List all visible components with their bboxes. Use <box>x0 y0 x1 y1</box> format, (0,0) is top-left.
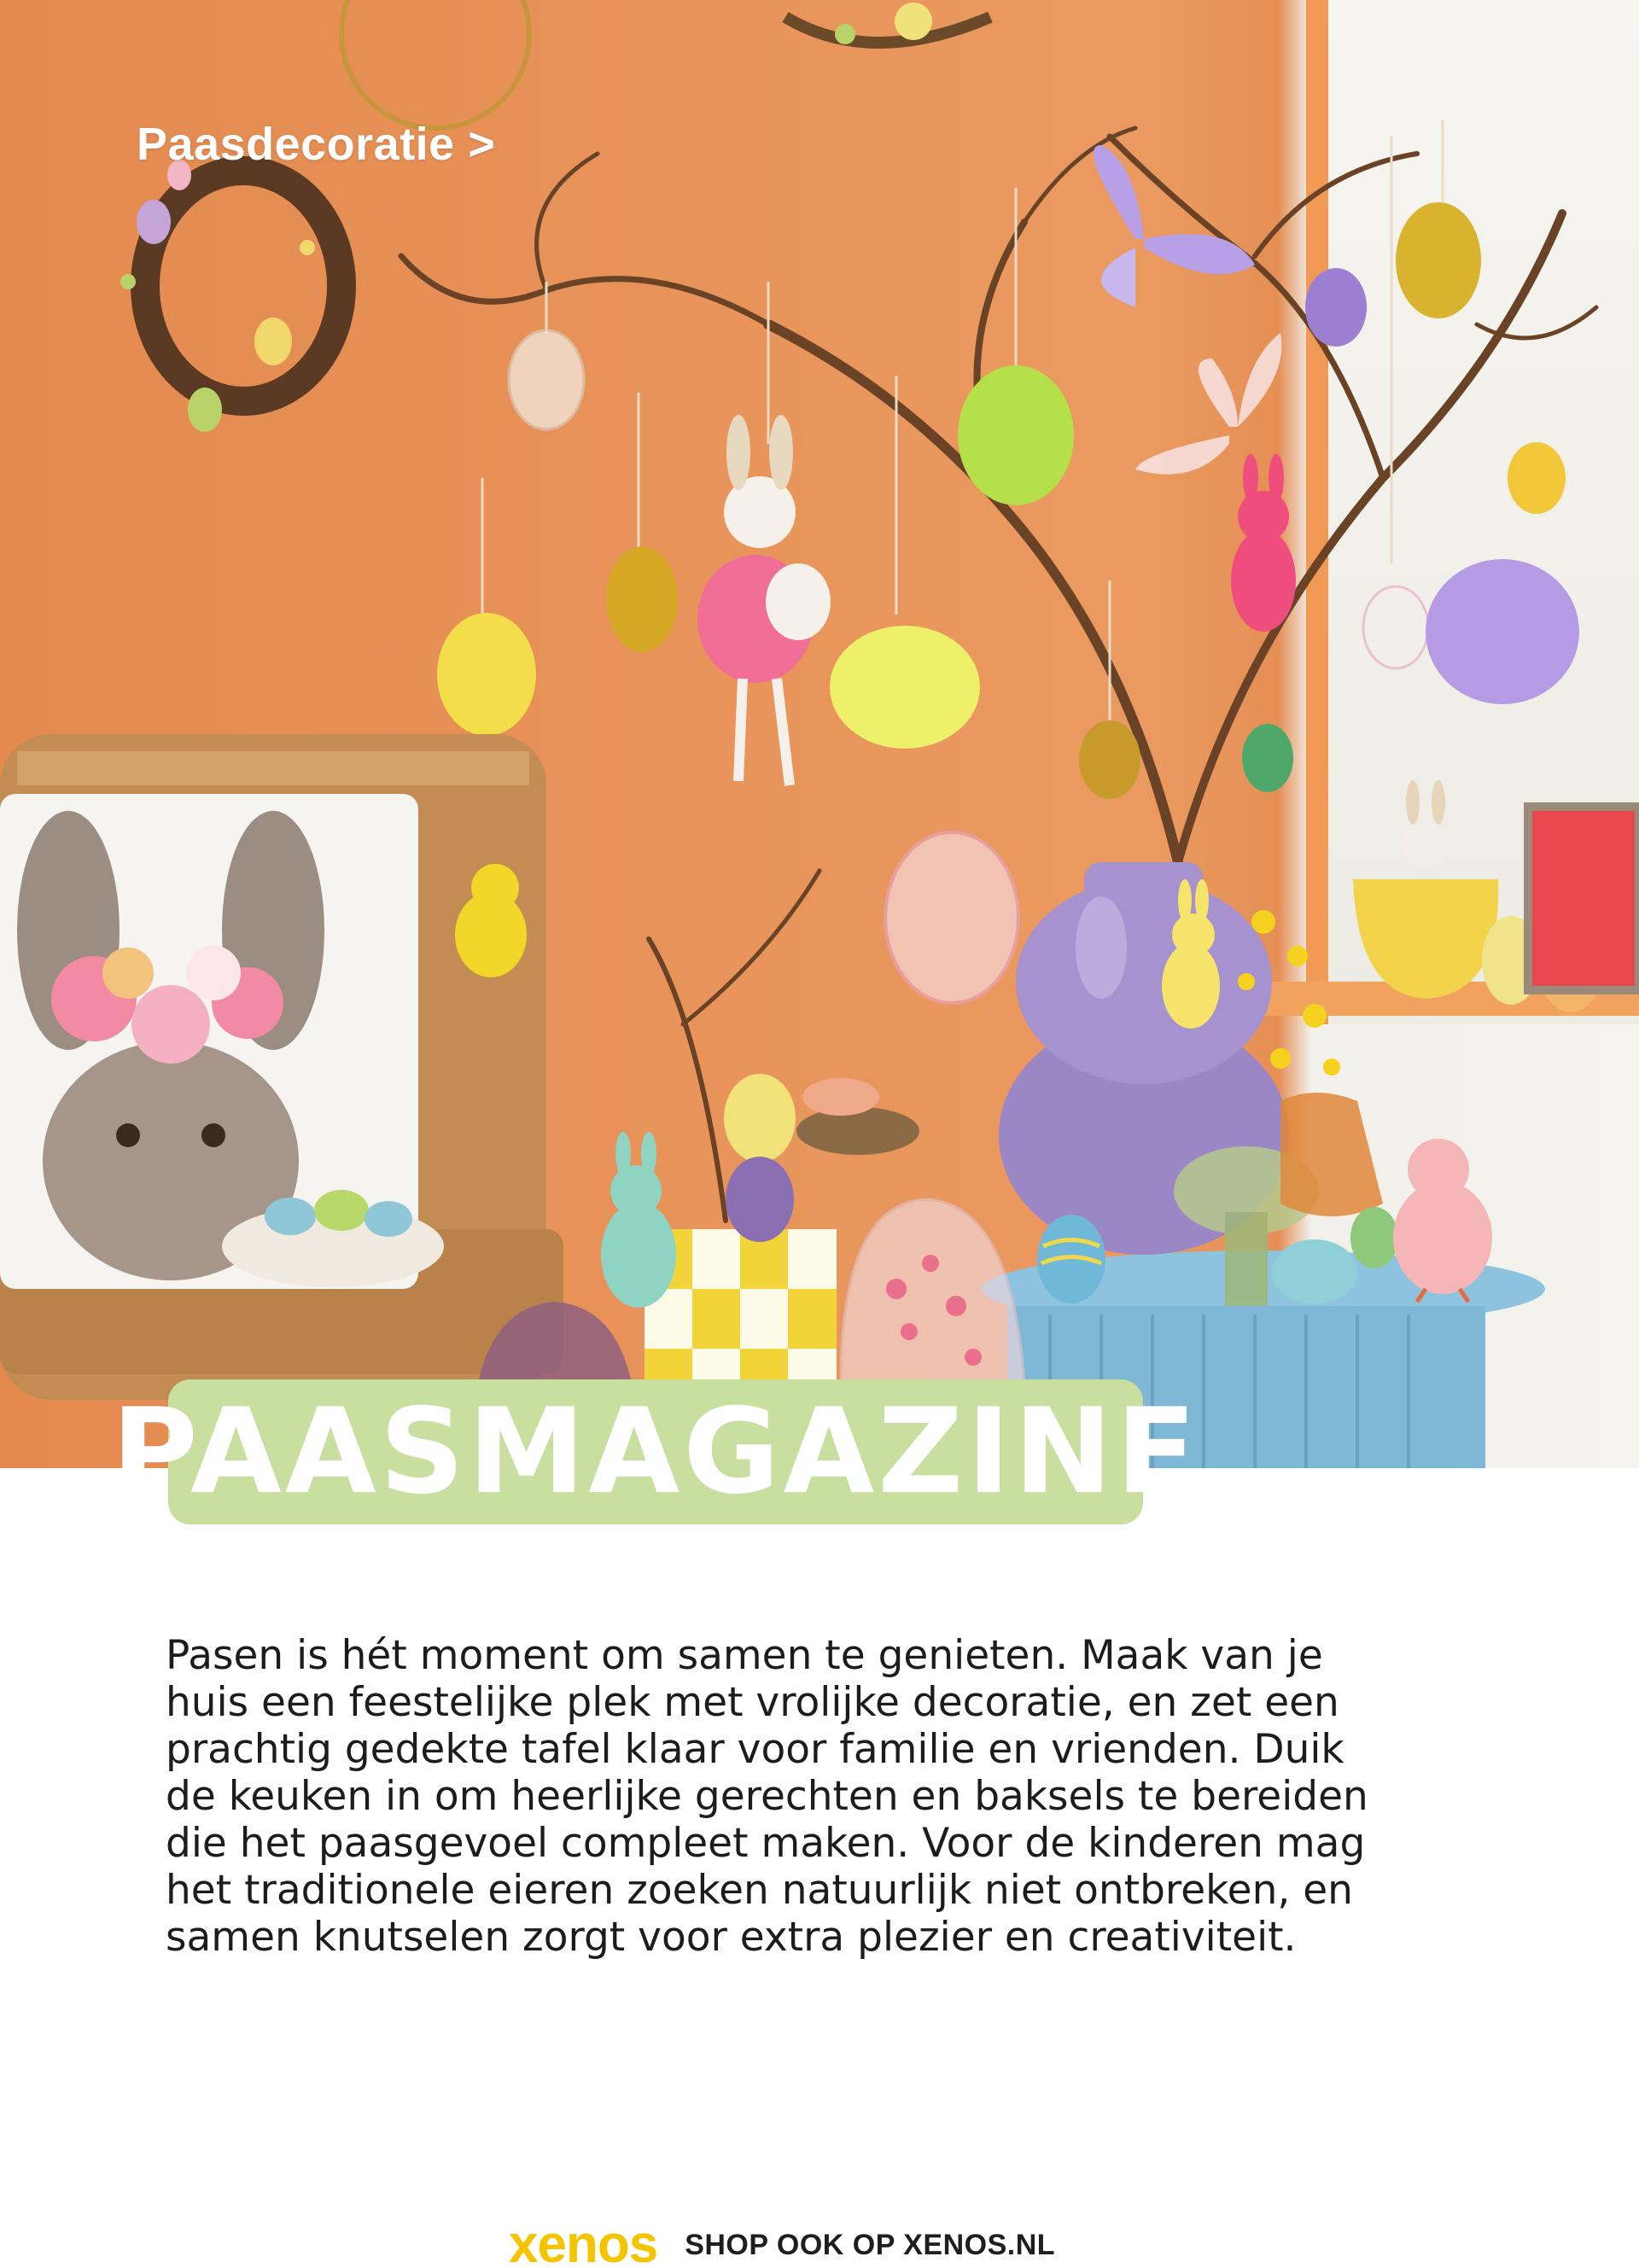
pink-chick-icon <box>1393 1139 1492 1302</box>
mint-bunny-icon <box>601 1132 676 1308</box>
wreath-icon <box>120 160 341 432</box>
wreath-top-icon <box>785 3 990 44</box>
bunny-egg-cup-icon <box>1353 780 1498 999</box>
purple-egg-small-icon <box>726 1157 794 1242</box>
green-egg-icon <box>1242 724 1293 792</box>
picture-frame-icon <box>1528 807 1639 990</box>
bird-icon <box>802 1078 879 1116</box>
glass-flower-egg-icon <box>885 832 1018 1003</box>
glass-dome-icon <box>841 1199 1024 1383</box>
nest-icon <box>796 1107 919 1155</box>
gold-egg-icon <box>606 546 678 652</box>
amber-vase-icon <box>1280 1093 1383 1216</box>
glass-egg-icon <box>509 330 584 429</box>
cream-egg-icon <box>724 1074 796 1163</box>
yellow-egg-icon <box>437 613 536 736</box>
footer <box>509 2215 1056 2268</box>
purple-egg-icon <box>1305 268 1367 347</box>
gold-egg-large-icon <box>1396 202 1481 318</box>
dotted-egg-icon <box>1272 1239 1357 1304</box>
intro-paragraph: Pasen is hét moment om samen te genieten. Maak van je huis een feestelijke plek met vrolijke decoratie, en zet een prachtig gedekte tafel klaar voor familie en vrienden. Duik de keuken in om heerlijke gerechten en baksels te bereiden die het paasgevoel compleet maken. Voor de kinderen mag het traditionele eieren zoeken natuurlijk niet ontbreken, en samen knutselen zorgt voor extra plezier en creativiteit. <box>166 1632 1368 1961</box>
page-title: PAASMAGAZINE <box>111 1383 1200 1520</box>
gold-egg-small-icon <box>1079 720 1140 799</box>
pink-bunny-standing-icon <box>1231 454 1296 632</box>
paasdecoratie-link[interactable]: Paasdecoratie > <box>137 119 496 170</box>
pink-bunny-icon <box>697 415 831 785</box>
fluffy-yellow-egg-icon <box>830 626 980 749</box>
shop-online-link[interactable]: SHOP OOK OP XENOS.NL <box>685 2228 1056 2261</box>
title-banner <box>111 1379 1200 1525</box>
butterfly-icon <box>1094 145 1255 307</box>
fluffy-purple-egg-icon <box>1426 559 1579 704</box>
yellow-egg-small-icon <box>1508 442 1566 514</box>
butterfly-white-icon <box>1135 333 1281 475</box>
xenos-logo[interactable]: xenos <box>509 2215 658 2268</box>
fluffy-green-egg-icon <box>958 365 1074 505</box>
